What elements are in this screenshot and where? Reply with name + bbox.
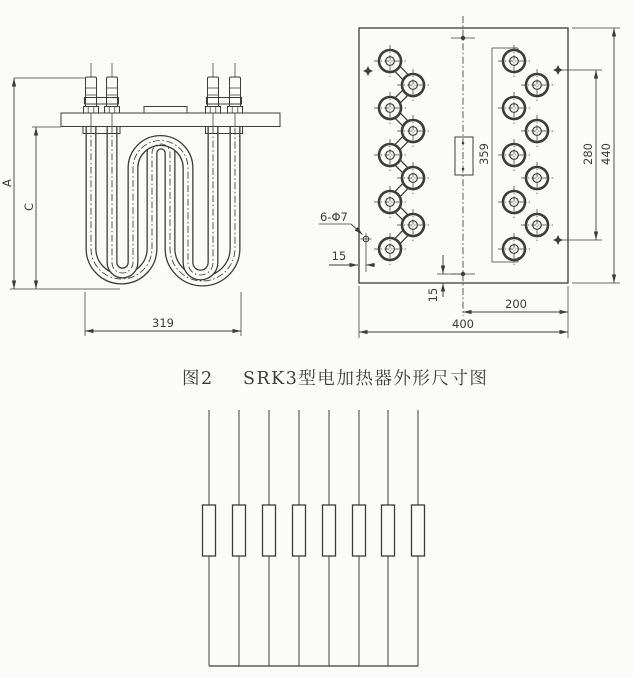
dim-280-label: 280 bbox=[581, 143, 595, 165]
heating-element-symbol bbox=[263, 410, 276, 666]
front-view-drawing bbox=[0, 63, 280, 336]
dim-440-label: 440 bbox=[599, 143, 613, 165]
top-view-drawing bbox=[319, 16, 620, 338]
heating-element-symbol bbox=[293, 410, 306, 666]
dim-element-width bbox=[85, 292, 241, 336]
heating-element-symbol bbox=[353, 410, 366, 666]
mount-hole-callout-label: 6-Φ7 bbox=[320, 210, 348, 224]
dim-hole-offset-left bbox=[329, 244, 375, 272]
heating-element-symbol bbox=[412, 410, 425, 666]
dim-15-left-label: 15 bbox=[331, 249, 347, 263]
heating-element-tubes bbox=[91, 126, 235, 281]
dim-element-height bbox=[22, 127, 61, 289]
dim-element-width-label: 319 bbox=[152, 316, 174, 330]
caption-number: 图2 bbox=[182, 369, 214, 389]
caption-title: SRK3型电加热器外形尺寸图 bbox=[243, 369, 489, 389]
flange-plate bbox=[61, 113, 280, 127]
dim-element-height-label: C bbox=[22, 202, 36, 212]
mount-hole-callout bbox=[319, 210, 363, 235]
wiring-diagram bbox=[203, 410, 425, 666]
dim-hole-offset-bottom bbox=[426, 255, 460, 302]
dim-mount-hole-span bbox=[561, 70, 602, 240]
dim-15-bottom-label: 15 bbox=[426, 287, 440, 303]
center-junction-box bbox=[455, 137, 473, 175]
dim-400-label: 400 bbox=[452, 317, 474, 331]
dim-center-to-edge bbox=[463, 297, 568, 312]
callout-hole bbox=[361, 234, 372, 245]
heating-element-symbol bbox=[203, 410, 216, 666]
figure-caption bbox=[182, 369, 488, 389]
dim-overall-height bbox=[0, 78, 120, 289]
heating-element-symbol bbox=[382, 410, 395, 666]
heating-element-symbol bbox=[233, 410, 246, 666]
heating-element-symbol bbox=[323, 410, 336, 666]
dim-overall-height-label: A bbox=[0, 179, 14, 187]
plate-tab bbox=[144, 107, 187, 114]
plain-terminal-group bbox=[498, 45, 553, 265]
bridged-terminal-group bbox=[374, 45, 429, 265]
dim-359-label: 359 bbox=[477, 143, 491, 165]
dim-200-label: 200 bbox=[505, 297, 527, 311]
